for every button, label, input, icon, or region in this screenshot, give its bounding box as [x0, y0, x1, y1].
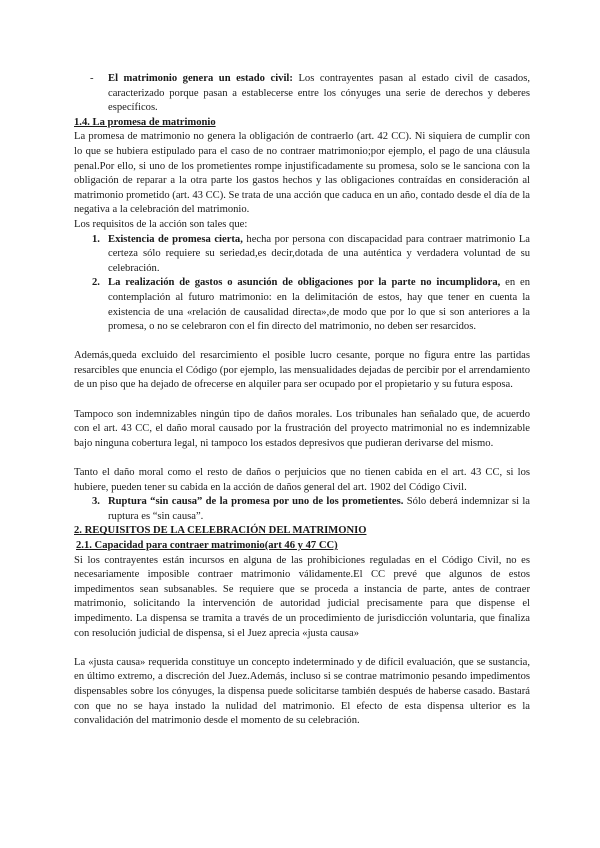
section-heading-1-4: 1.4. La promesa de matrimonio — [74, 116, 216, 128]
bullet-dash: - — [90, 73, 94, 84]
civil-state-text: Los contrayentes pasan al estado civil de casados, caracterizado porque pasan a establecerse entre los cónyuges una serie de derechos y deberes específicos. — [108, 73, 530, 114]
requirement-text: en en contemplación al futuro matrimonio: en la delimitación de estos, hay que tener en cuenta la existencia de una «relación de causalidad directa»,de modo que por lo que si son anteriores a la promesa, o no se celebraron con el fin directo del matrimonio, no deben ser resarcidos. — [108, 277, 530, 333]
paragraph: Además,queda excluido del resarcimiento el posible lucro cesante, porque no figura entre las partidas resarcibles que enuncia el Código (por ejemplo, las mensualidades dejadas de percibir por el arrendamiento de un piso que ha dejado de ofrecerse en alquiler para ser ocupado por el propietario y su futura esposa. — [74, 350, 530, 391]
list-item-civil-state — [74, 72, 530, 116]
list-number: 3. — [92, 496, 100, 508]
list-number: 1. — [92, 233, 100, 245]
requirement-item-2 — [74, 276, 530, 334]
requirement-text: Sólo deberá indemnizar si la ruptura es “sin causa”. — [108, 496, 530, 522]
paragraph: Tanto el daño moral como el resto de daños o perjuicios que no tienen cabida en el art. 43 CC, si los hubiere, pueden tener su cabida en la acción de daños general del art. 1902 del Código Civil. — [74, 467, 530, 493]
list-number: 2. — [92, 277, 100, 289]
paragraph: Tampoco son indemnizables ningún tipo de daños morales. Los tribunales han señalado que, de acuerdo con el art. 43 CC, el daño moral causado por la frustración del proyecto matrimonial no es indemnizable bajo ninguna cobertura legal, ni tampoco los estados depresivos que pudieran derivarse del mismo. — [74, 408, 530, 449]
spacer — [74, 393, 530, 408]
requirement-item-3 — [74, 495, 530, 524]
document-page — [74, 72, 530, 729]
spacer — [74, 335, 530, 350]
paragraph: La promesa de matrimonio no genera la obligación de contraerlo (art. 42 CC). Ni siquiera de cumplir con lo que se hubiera estipulado para el caso de no contraer matrimonio;por ejemplo, el pago de una cláusula penal.Por ello, si uno de los prometientes rompe injustificadamente su promesa, solo se le sanciona con la obligación de reparar a la otra parte los gastos hechos y las obligaciones contraídas en consideración al matrimonio prometido (art. 43 CC). Se trata de una acción que caduca en un año, contado desde el día de la negativa a la celebración del matrimonio. — [74, 131, 530, 216]
requirement-bold: Existencia de promesa cierta, — [108, 233, 243, 245]
spacer — [74, 641, 530, 656]
requirement-item-1 — [74, 233, 530, 277]
requirement-bold: La realización de gastos o asunción de obligaciones por la parte no incumplidora, — [108, 277, 501, 289]
paragraph: Si los contrayentes están incursos en alguna de las prohibiciones reguladas en el Código Civil, no es necesariamente imposible contraer matrimonio válidamente.El CC prevé que algunos de estos impedimentos sean subsanables. Se requiere que se proceda a instancia de parte, antes de contraer matrimonio, solicitando la intervención de autoridad judicial precisamente para que dispense el impedimento. La dispensa se tramita a través de un procedimiento de jurisdicción voluntaria, que finaliza con resolución judicial de dispensa, si el Juez aprecia «justa causa» — [74, 554, 530, 639]
section-heading-2: 2. REQUISITOS DE LA CELEBRACIÓN DEL MATRIMONIO — [74, 525, 367, 537]
requirement-bold: Ruptura “sin causa” de la promesa por uno de los prometientes. — [108, 496, 404, 508]
sub-heading-2-1: 2.1. Capacidad para contraer matrimonio(art 46 y 47 CC) — [76, 540, 338, 551]
spacer — [74, 451, 530, 466]
requirements-intro: Los requisitos de la acción son tales que: — [74, 218, 248, 230]
requirement-text: hecha por persona con discapacidad para contraer matrimonio La certeza sólo requiere su seriedad,es decir,dotada de una auténtica y verdadera voluntad de su celebración. — [108, 233, 531, 274]
civil-state-bold: El matrimonio genera un estado civil: — [108, 73, 293, 84]
paragraph: La «justa causa» requerida constituye un concepto indeterminado y de difícil evaluación, que se sustancia, en último extremo, a discreción del Juez.Además, incluso si se contrae matrimonio pesando impedimentos dispensables sobre los cónyuges, la dispensa puede solicitarse también después de haberse casado. Bastará con que no se haya instado la nulidad del matrimonio. El efecto de esta dispensa ulterior es la convalidación del matrimonio desde el momento de su celebración. — [74, 656, 530, 727]
